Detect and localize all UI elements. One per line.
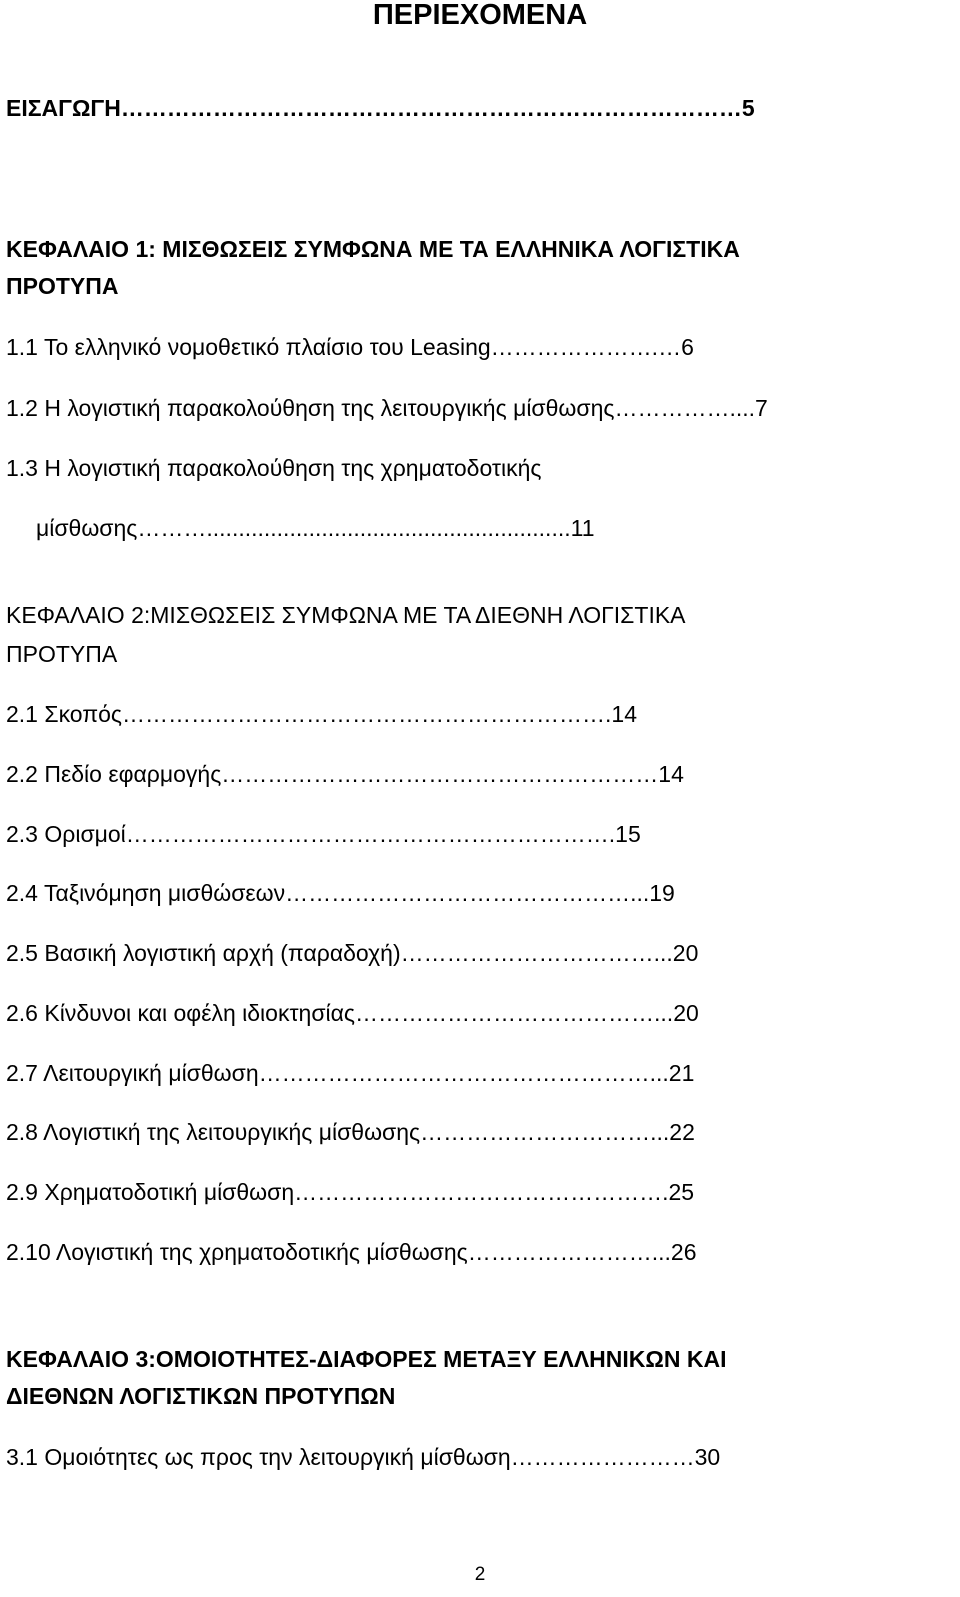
toc-entry-2-5: 2.5 Βασική λογιστική αρχή (παραδοχή)……………………………...20 (6, 940, 699, 966)
page-title: ΠΕΡΙΕΧΟΜΕΝΑ (372, 0, 588, 31)
toc-entry-2-9: 2.9 Χρηματοδοτική μίσθωση………………………………………….25 (6, 1179, 695, 1205)
toc-entry-2-7: 2.7 Λειτουργική μίσθωση……………………………………………...21 (6, 1060, 695, 1086)
toc-entry-intro: ΕΙΣΑΓΩΓΗ………………………………………………………………………5 (6, 95, 755, 121)
chapter-2-heading-cont: ΠΡΟΤΥΠΑ (6, 641, 118, 667)
page-number: 2 (474, 1564, 486, 1585)
toc-entry-2-3: 2.3 Ορισμοί……………………………………………………….15 (6, 821, 641, 847)
chapter-3-heading: ΚΕΦΑΛΑΙΟ 3:ΟΜΟΙΟΤΗΤΕΣ-ΔΙΑΦΟΡΕΣ ΜΕΤΑΞΥ ΕΛΛΗΝΙΚΩΝ ΚΑΙ (6, 1346, 727, 1372)
toc-entry-2-10: 2.10 Λογιστική της χρηματοδοτικής μίσθωσης……………………...26 (6, 1239, 697, 1265)
chapter-2-heading: ΚΕΦΑΛΑΙΟ 2:ΜΙΣΘΩΣΕΙΣ ΣΥΜΦΩΝΑ ΜΕ ΤΑ ΔΙΕΘΝΗ ΛΟΓΙΣΤΙΚΑ (6, 602, 686, 628)
chapter-1-heading-cont: ΠΡΟΤΥΠΑ (6, 273, 119, 299)
toc-entry-2-8: 2.8 Λογιστική της λειτουργικής μίσθωσης…………………………...22 (6, 1119, 695, 1145)
toc-entry-3-1: 3.1 Ομοιότητες ως προς την λειτουργική μίσθωση……………………30 (6, 1444, 721, 1470)
toc-entry-1-3: 1.3 Η λογιστική παρακολούθηση της χρηματοδοτικής (6, 455, 542, 481)
toc-entry-2-4: 2.4 Ταξινόμηση μισθώσεων………………………………………...19 (6, 880, 675, 906)
toc-entry-1-1: 1.1 Το ελληνικό νομοθετικό πλαίσιο του Leasing………………….…6 (6, 334, 694, 360)
toc-entry-1-3-cont: μίσθωσης……….........................................................11 (36, 515, 595, 541)
toc-entry-2-6: 2.6 Κίνδυνοι και οφέλη ιδιοκτησίας…………………………………...20 (6, 1000, 699, 1026)
toc-entry-2-1: 2.1 Σκοπός……………………………………………………….14 (6, 701, 637, 727)
toc-entry-1-2: 1.2 Η λογιστική παρακολούθηση της λειτουργικής μίσθωσης……………....7 (6, 395, 768, 421)
chapter-3-heading-cont: ΔΙΕΘΝΩΝ ΛΟΓΙΣΤΙΚΩΝ ΠΡΟΤΥΠΩΝ (6, 1383, 396, 1409)
chapter-1-heading: ΚΕΦΑΛΑΙΟ 1: ΜΙΣΘΩΣΕΙΣ ΣΥΜΦΩΝΑ ΜΕ ΤΑ ΕΛΛΗΝΙΚΑ ΛΟΓΙΣΤΙΚΑ (6, 236, 740, 262)
toc-entry-2-2: 2.2 Πεδίο εφαρμογής…………………………………………………14 (6, 761, 684, 787)
